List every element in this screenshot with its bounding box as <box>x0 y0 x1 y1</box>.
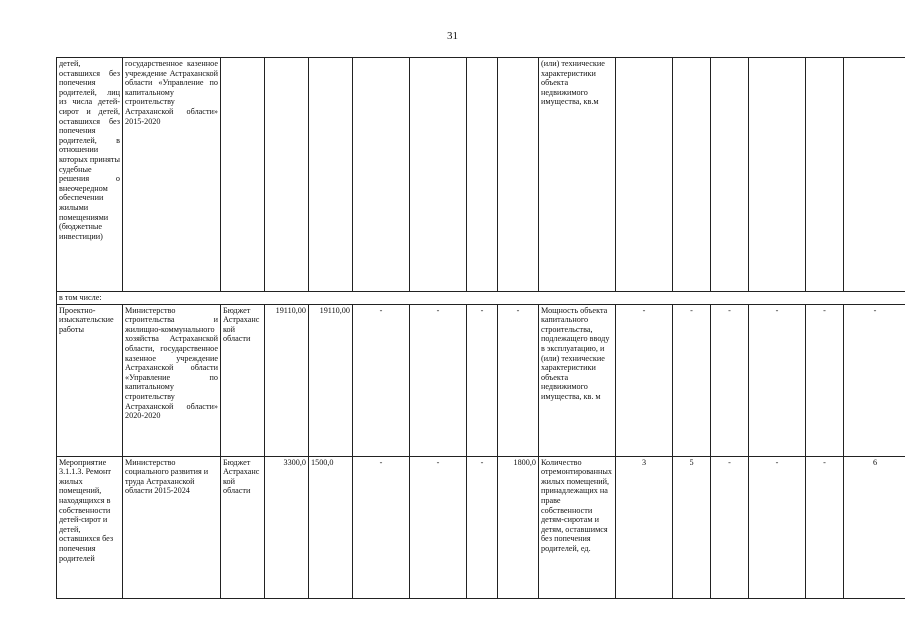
cell-year-1: 19110,00 <box>309 304 353 456</box>
cell-value-4: - <box>749 304 806 456</box>
cell-year-1: 1500,0 <box>309 456 353 598</box>
cell-indicator: (или) технические характеристики объекта недвижимого имущества, кв.м <box>539 58 616 292</box>
cell-source: Бюджет Астраханской области <box>221 304 265 456</box>
cell-indicator: Количество отремонтированных жилых помещений, принадлежащих на праве собственности детям-сиротам и детям, оставшимся без попечения родителей, ед. <box>539 456 616 598</box>
cell-indicator: Мощность объекта капитального строительства, подлежащего вводу в эксплуатацию, и (или) технические характеристики объекта недвижимого имущества, кв. м <box>539 304 616 456</box>
cell-empty <box>309 58 353 292</box>
cell-empty <box>616 58 673 292</box>
cell-year-5: 1800,0 <box>498 456 539 598</box>
cell-executor: Министерство строительства и жилищно-коммунального хозяйства Астраханской области, государственное казенное учреждение Астраханской области «Управление по капитальному строительству Астраханской области» 2020-2020 <box>123 304 221 456</box>
cell-year-4: - <box>467 304 498 456</box>
cell-value-1: - <box>616 304 673 456</box>
cell-value-3: - <box>711 456 749 598</box>
cell-empty <box>353 58 410 292</box>
cell-year-2: - <box>353 456 410 598</box>
cell-value-6: 6 <box>844 456 905 598</box>
cell-year-3: - <box>410 456 467 598</box>
cell-name: Мероприятие 3.1.1.3. Ремонт жилых помещений, находящихся в собственности детей-сирот и детей, оставшихся без попечения родителей <box>57 456 123 598</box>
cell-empty <box>410 58 467 292</box>
cell-source: Бюджет Астраханской области <box>221 456 265 598</box>
cell-year-2: - <box>353 304 410 456</box>
cell-total: 19110,00 <box>265 304 309 456</box>
table-row-subheading <box>57 292 905 305</box>
cell-empty <box>711 58 749 292</box>
cell-empty <box>467 58 498 292</box>
cell-year-4: - <box>467 456 498 598</box>
cell-value-1: 3 <box>616 456 673 598</box>
cell-value-4: - <box>749 456 806 598</box>
cell-value-5: - <box>806 456 844 598</box>
table-row-repair <box>57 456 905 598</box>
subheading: в том числе: <box>57 292 905 305</box>
page-number: 31 <box>447 30 458 42</box>
cell-value-6: - <box>844 304 905 456</box>
cell-empty <box>498 58 539 292</box>
table-row-continuation <box>57 58 905 292</box>
cell-value-2: - <box>673 304 711 456</box>
cell-empty <box>844 58 905 292</box>
cell-value-5: - <box>806 304 844 456</box>
cell-empty <box>265 58 309 292</box>
table-row-design <box>57 304 905 456</box>
cell-year-5: - <box>498 304 539 456</box>
program-table <box>56 57 905 599</box>
cell-value-2: 5 <box>673 456 711 598</box>
cell-empty <box>221 58 265 292</box>
cell-empty <box>749 58 806 292</box>
cell-total: 3300,0 <box>265 456 309 598</box>
cell-value-3: - <box>711 304 749 456</box>
cell-year-3: - <box>410 304 467 456</box>
cell-empty <box>806 58 844 292</box>
cell-executor: Министерство социального развития и труда Астраханской области 2015-2024 <box>123 456 221 598</box>
cell-empty <box>673 58 711 292</box>
cell-executor: государственное казенное учреждение Астраханской области «Управление по капитальному строительству Астраханской области» 2015-2020 <box>123 58 221 292</box>
cell-name: Проектно-изыскательские работы <box>57 304 123 456</box>
cell-name: детей, оставшихся без попечения родителей, лиц из числа детей-сирот и детей, оставшихся без попечения родителей, в отношении которых приняты судебные решения о внеочередном обеспечении жилыми помещениями (бюджетные инвестиции) <box>57 58 123 292</box>
